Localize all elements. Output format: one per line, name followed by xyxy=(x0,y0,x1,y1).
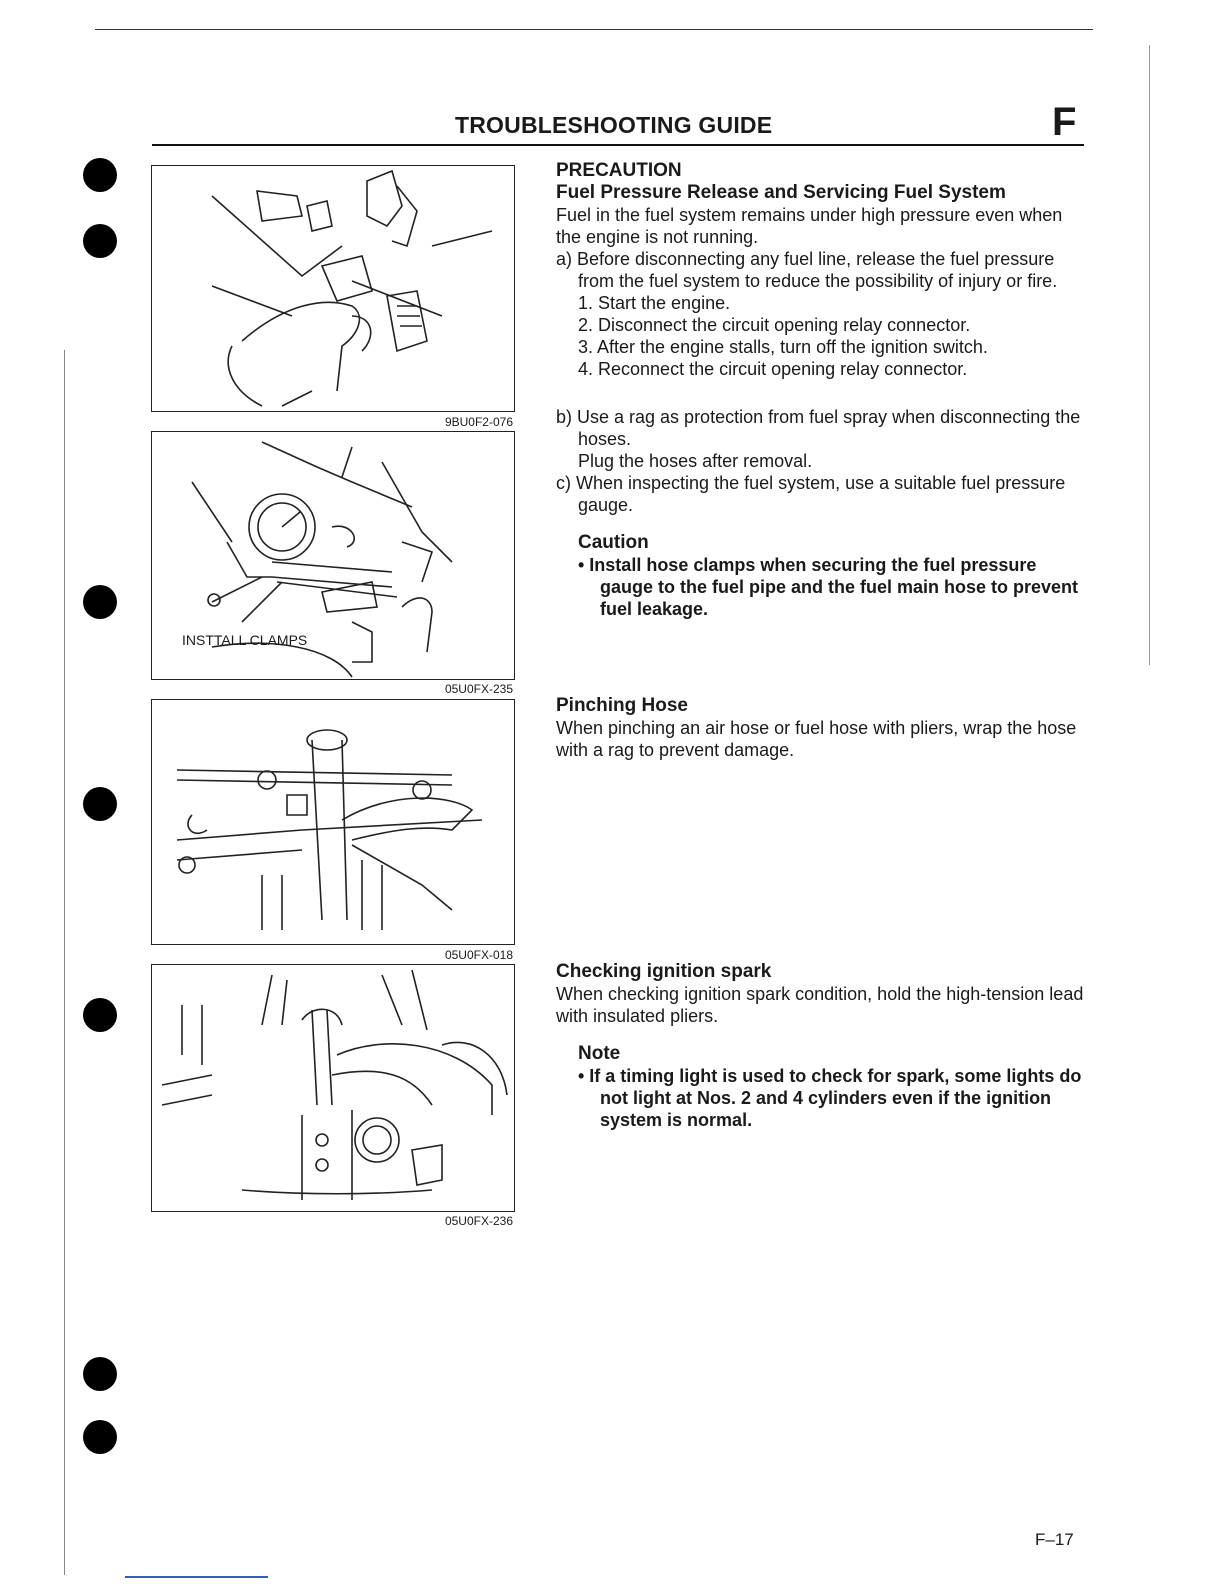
note-block xyxy=(556,1043,1086,1131)
ignition-spark-section xyxy=(556,961,1086,1131)
ignition-spark-illustration xyxy=(152,965,514,1211)
note-text: • If a timing light is used to check for spark, some lights do not light at Nos. 2 and 4 cylinders even if the ignition system is normal. xyxy=(578,1066,1082,1130)
step-item: 1. Start the engine. xyxy=(578,293,731,313)
top-rule xyxy=(95,29,1093,30)
figure-code: 05U0FX-018 xyxy=(444,948,513,962)
binder-margin-line xyxy=(64,350,65,1575)
spark-text: When checking ignition spark condition, hold the high-tension lead with insulated pliers. xyxy=(556,984,1084,1026)
header-rule xyxy=(152,144,1084,146)
figure-label: INSTTALL CLAMPS xyxy=(182,632,308,648)
figure-ignition-spark xyxy=(151,964,515,1212)
caution-text: • Install hose clamps when securing the fuel pressure gauge to the fuel pipe and the fuel main hose to prevent fuel leakage. xyxy=(578,555,1079,619)
pinching-heading: Pinching Hose xyxy=(556,695,688,716)
caution-block xyxy=(556,532,1086,620)
precaution-item-b-note: Plug the hoses after removal. xyxy=(578,451,813,471)
binder-hole xyxy=(83,1420,117,1454)
precaution-subheading: Fuel Pressure Release and Servicing Fuel System xyxy=(556,182,1006,203)
bottom-scan-mark xyxy=(125,1576,268,1578)
pinching-text: When pinching an air hose or fuel hose with pliers, wrap the hose with a rag to prevent damage. xyxy=(556,718,1077,760)
caution-heading: Caution xyxy=(578,532,649,553)
figure-code: 05U0FX-235 xyxy=(444,682,513,696)
step-item: 3. After the engine stalls, turn off the ignition switch. xyxy=(578,337,988,357)
right-margin-line xyxy=(1149,45,1150,665)
precaution-section xyxy=(556,160,1086,620)
precaution-item-a: a) Before disconnecting any fuel line, release the fuel pressure from the fuel system to reduce the possibility of injury or fire. xyxy=(556,249,1058,291)
figure-pinching-hose xyxy=(151,699,515,945)
pinching-hose-section xyxy=(556,695,1086,761)
binder-hole xyxy=(83,585,117,619)
page-number: F–17 xyxy=(1035,1530,1074,1549)
precaution-intro: Fuel in the fuel system remains under high pressure even when the engine is not running. xyxy=(556,205,1063,247)
step-item: 4. Reconnect the circuit opening relay connector. xyxy=(578,359,968,379)
figure-code: 9BU0F2-076 xyxy=(444,415,513,429)
note-heading: Note xyxy=(578,1043,621,1064)
pinching-hose-illustration xyxy=(152,700,514,944)
binder-hole xyxy=(83,998,117,1032)
precaution-item-c: c) When inspecting the fuel system, use a suitable fuel pressure gauge. xyxy=(556,473,1066,515)
step-item: 2. Disconnect the circuit opening relay connector. xyxy=(578,315,971,335)
page-title: TROUBLESHOOTING GUIDE xyxy=(455,112,773,138)
binder-hole xyxy=(83,787,117,821)
precaution-heading: PRECAUTION xyxy=(556,160,682,181)
relay-connector-illustration xyxy=(152,166,514,411)
precaution-item-b: b) Use a rag as protection from fuel spray when disconnecting the hoses. xyxy=(556,407,1081,449)
figure-pressure-gauge xyxy=(151,431,515,680)
spark-heading: Checking ignition spark xyxy=(556,961,772,982)
binder-hole xyxy=(83,224,117,258)
binder-hole xyxy=(83,1357,117,1391)
figure-relay-connector xyxy=(151,165,515,412)
binder-hole xyxy=(83,158,117,192)
section-letter: F xyxy=(1052,100,1077,144)
figure-code: 05U0FX-236 xyxy=(444,1214,513,1228)
